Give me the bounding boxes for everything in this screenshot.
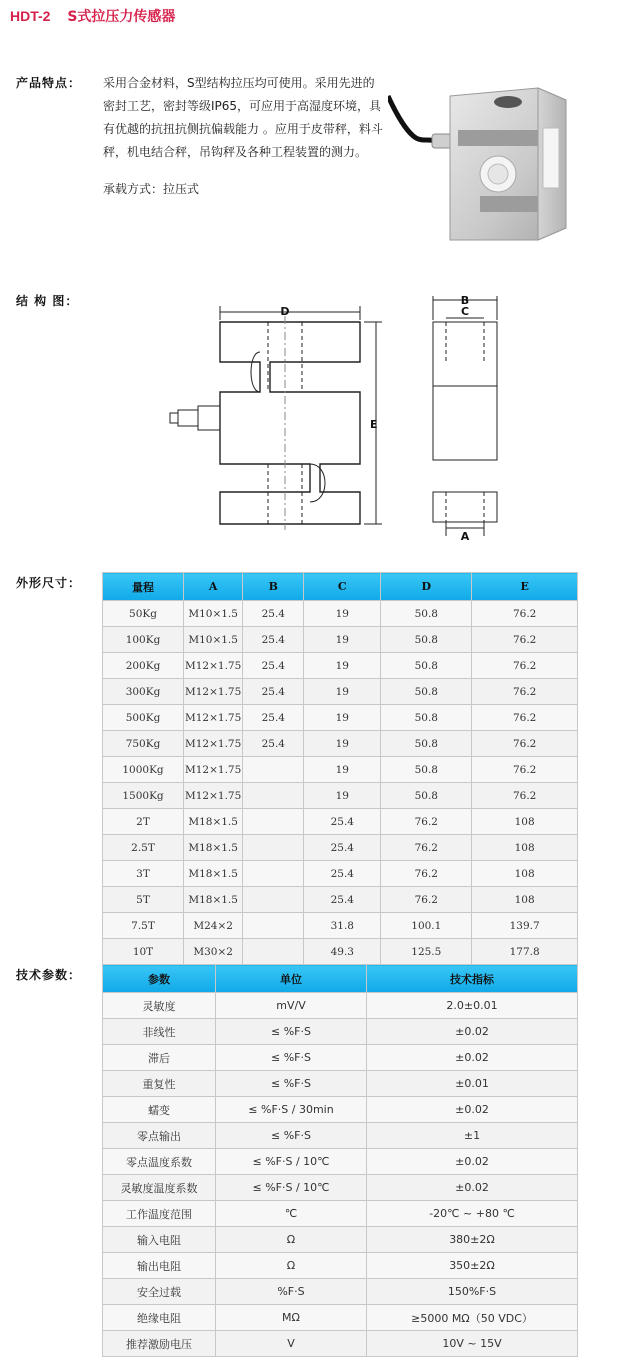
table-row xyxy=(103,1019,578,1045)
table-cell: 150%F·S xyxy=(367,1279,578,1305)
column-header: 单位 xyxy=(216,965,367,993)
table-cell xyxy=(243,861,304,887)
table-cell: 蠕变 xyxy=(103,1097,216,1123)
table-cell: 100.1 xyxy=(381,913,472,939)
table-cell: ±0.02 xyxy=(367,1175,578,1201)
tech-label: 技术参数： xyxy=(16,968,82,982)
table-row xyxy=(103,1097,578,1123)
table-cell: 31.8 xyxy=(304,913,381,939)
table-row xyxy=(103,679,578,705)
table-cell: 50.8 xyxy=(381,783,472,809)
table-cell: 工作温度范围 xyxy=(103,1201,216,1227)
table-cell: 19 xyxy=(304,757,381,783)
dim-label-e: E xyxy=(370,418,378,431)
table-row xyxy=(103,809,578,835)
table-row xyxy=(103,1279,578,1305)
table-cell: 76.2 xyxy=(472,601,578,627)
table-cell: 2.0±0.01 xyxy=(367,993,578,1019)
table-cell: M12×1.75 xyxy=(184,653,243,679)
table-cell: 灵敏度温度系数 xyxy=(103,1175,216,1201)
table-cell: 2T xyxy=(103,809,184,835)
column-header: A xyxy=(184,573,243,601)
table-cell: 7.5T xyxy=(103,913,184,939)
table-cell: M12×1.75 xyxy=(184,679,243,705)
table-cell: 108 xyxy=(472,887,578,913)
table-cell: 50.8 xyxy=(381,679,472,705)
table-cell: 绝缘电阻 xyxy=(103,1305,216,1331)
table-cell: ≤ %F·S xyxy=(216,1019,367,1045)
table-cell: 25.4 xyxy=(304,809,381,835)
table-cell: 25.4 xyxy=(243,679,304,705)
product-name: S式拉压力传感器 xyxy=(67,9,176,25)
table-cell: ≤ %F·S xyxy=(216,1071,367,1097)
column-header: D xyxy=(381,573,472,601)
dim-label-d: D xyxy=(280,305,290,318)
table-cell: M30×2 xyxy=(184,939,243,965)
table-cell: ≤ %F·S / 10℃ xyxy=(216,1149,367,1175)
table-cell: 76.2 xyxy=(381,835,472,861)
table-cell: 10V ~ 15V xyxy=(367,1331,578,1357)
table-cell: 76.2 xyxy=(472,705,578,731)
table-cell: 零点输出 xyxy=(103,1123,216,1149)
table-cell xyxy=(243,757,304,783)
structure-diagram xyxy=(160,292,520,542)
table-cell: 100Kg xyxy=(103,627,184,653)
table-cell: M12×1.75 xyxy=(184,705,243,731)
table-cell: 25.4 xyxy=(304,835,381,861)
table-cell: 125.5 xyxy=(381,939,472,965)
features-label: 产品特点： xyxy=(16,76,82,90)
table-cell: ±0.02 xyxy=(367,1045,578,1071)
table-cell: mV/V xyxy=(216,993,367,1019)
table-cell: -20℃ ~ +80 ℃ xyxy=(367,1201,578,1227)
table-cell: 25.4 xyxy=(243,627,304,653)
table-cell: 19 xyxy=(304,731,381,757)
table-cell: 1000Kg xyxy=(103,757,184,783)
table-cell: 输入电阻 xyxy=(103,1227,216,1253)
table-cell: ≤ %F·S xyxy=(216,1045,367,1071)
table-cell: 76.2 xyxy=(472,783,578,809)
table-row xyxy=(103,913,578,939)
table-cell: %F·S xyxy=(216,1279,367,1305)
table-cell: ±0.02 xyxy=(367,1149,578,1175)
dimensions-header-row xyxy=(103,573,578,601)
table-cell: M18×1.5 xyxy=(184,861,243,887)
table-cell: 19 xyxy=(304,601,381,627)
product-photo xyxy=(388,78,588,248)
load-mode-text: 承载方式：拉压式 xyxy=(103,182,200,196)
table-cell: 108 xyxy=(472,835,578,861)
table-cell: M18×1.5 xyxy=(184,809,243,835)
table-row xyxy=(103,1149,578,1175)
table-cell: 50.8 xyxy=(381,757,472,783)
table-cell: ≥5000 MΩ（50 VDC） xyxy=(367,1305,578,1331)
table-row xyxy=(103,1305,578,1331)
table-cell: 19 xyxy=(304,783,381,809)
table-cell: ±0.02 xyxy=(367,1097,578,1123)
table-cell: Ω xyxy=(216,1227,367,1253)
table-cell: 76.2 xyxy=(381,861,472,887)
table-row xyxy=(103,757,578,783)
table-row xyxy=(103,993,578,1019)
table-cell: 177.8 xyxy=(472,939,578,965)
table-cell xyxy=(243,887,304,913)
table-cell: M18×1.5 xyxy=(184,835,243,861)
table-row xyxy=(103,1227,578,1253)
table-cell: 输出电阻 xyxy=(103,1253,216,1279)
tech-params-table xyxy=(102,964,578,1357)
dimensions-table xyxy=(102,572,578,965)
table-cell: 19 xyxy=(304,679,381,705)
table-cell: 76.2 xyxy=(472,653,578,679)
table-cell xyxy=(243,783,304,809)
table-cell: 25.4 xyxy=(243,653,304,679)
table-cell: 滞后 xyxy=(103,1045,216,1071)
model-code: HDT-2 xyxy=(10,8,51,24)
table-cell: 50.8 xyxy=(381,601,472,627)
table-cell: 3T xyxy=(103,861,184,887)
structure-label: 结 构 图： xyxy=(16,294,79,308)
table-cell: 2.5T xyxy=(103,835,184,861)
table-row xyxy=(103,887,578,913)
table-row xyxy=(103,601,578,627)
features-line: 有优越的抗扭抗侧抗偏载能力 。应用于皮带秤，料斗 xyxy=(103,122,383,136)
table-cell: 50.8 xyxy=(381,705,472,731)
table-row xyxy=(103,731,578,757)
table-cell: 500Kg xyxy=(103,705,184,731)
table-cell: 200Kg xyxy=(103,653,184,679)
dim-label-a: A xyxy=(460,530,470,542)
column-header: B xyxy=(243,573,304,601)
table-cell: 380±2Ω xyxy=(367,1227,578,1253)
table-cell: 76.2 xyxy=(472,627,578,653)
table-row xyxy=(103,835,578,861)
table-cell: 19 xyxy=(304,705,381,731)
table-row xyxy=(103,1331,578,1357)
table-cell: 推荐激励电压 xyxy=(103,1331,216,1357)
table-cell: 350±2Ω xyxy=(367,1253,578,1279)
table-cell: 50.8 xyxy=(381,731,472,757)
column-header: 技术指标 xyxy=(367,965,578,993)
table-row xyxy=(103,705,578,731)
table-cell: 50.8 xyxy=(381,653,472,679)
tech-header-row xyxy=(103,965,578,993)
column-header: C xyxy=(304,573,381,601)
features-line: 密封工艺，密封等级IP65，可应用于高湿度环境，具 xyxy=(103,99,382,113)
page-title xyxy=(10,6,175,26)
table-cell: 750Kg xyxy=(103,731,184,757)
column-header: 参数 xyxy=(103,965,216,993)
table-cell: 139.7 xyxy=(472,913,578,939)
table-cell: 10T xyxy=(103,939,184,965)
table-cell: M12×1.75 xyxy=(184,731,243,757)
table-cell: 灵敏度 xyxy=(103,993,216,1019)
table-cell xyxy=(243,913,304,939)
table-cell: ±1 xyxy=(367,1123,578,1149)
table-cell: 76.2 xyxy=(472,679,578,705)
table-cell: 25.4 xyxy=(243,705,304,731)
table-cell: 300Kg xyxy=(103,679,184,705)
table-cell: ≤ %F·S / 10℃ xyxy=(216,1175,367,1201)
table-row xyxy=(103,653,578,679)
table-cell: 50.8 xyxy=(381,627,472,653)
table-cell: MΩ xyxy=(216,1305,367,1331)
table-row xyxy=(103,1123,578,1149)
table-cell: 108 xyxy=(472,861,578,887)
features-line: 采用合金材料，S型结构拉压均可使用。采用先进的 xyxy=(103,76,375,90)
table-cell: ≤ %F·S / 30min xyxy=(216,1097,367,1123)
table-cell: 零点温度系数 xyxy=(103,1149,216,1175)
dim-label-b: B xyxy=(460,294,470,307)
table-cell: 49.3 xyxy=(304,939,381,965)
table-cell: M10×1.5 xyxy=(184,627,243,653)
table-cell: M10×1.5 xyxy=(184,601,243,627)
table-row xyxy=(103,939,578,965)
table-row xyxy=(103,1071,578,1097)
table-cell xyxy=(243,835,304,861)
table-row xyxy=(103,1253,578,1279)
table-cell: M12×1.75 xyxy=(184,783,243,809)
table-cell: ≤ %F·S xyxy=(216,1123,367,1149)
table-cell: 25.4 xyxy=(243,731,304,757)
column-header: E xyxy=(472,573,578,601)
table-cell: ±0.01 xyxy=(367,1071,578,1097)
table-cell: 19 xyxy=(304,627,381,653)
table-cell: 25.4 xyxy=(304,887,381,913)
table-cell: M18×1.5 xyxy=(184,887,243,913)
table-cell: M24×2 xyxy=(184,913,243,939)
table-row xyxy=(103,1045,578,1071)
table-cell: 重复性 xyxy=(103,1071,216,1097)
table-cell: M12×1.75 xyxy=(184,757,243,783)
table-row xyxy=(103,861,578,887)
table-cell: ±0.02 xyxy=(367,1019,578,1045)
table-cell: 76.2 xyxy=(381,809,472,835)
features-text xyxy=(103,72,393,164)
table-cell: 108 xyxy=(472,809,578,835)
table-cell: 安全过载 xyxy=(103,1279,216,1305)
table-row xyxy=(103,1201,578,1227)
table-cell: 76.2 xyxy=(472,731,578,757)
table-cell: 50Kg xyxy=(103,601,184,627)
dim-label-c: C xyxy=(460,305,470,318)
dimensions-label: 外形尺寸： xyxy=(16,576,82,590)
table-cell: 1500Kg xyxy=(103,783,184,809)
table-cell: 5T xyxy=(103,887,184,913)
table-cell: V xyxy=(216,1331,367,1357)
table-cell: 25.4 xyxy=(304,861,381,887)
table-row xyxy=(103,783,578,809)
table-cell: ℃ xyxy=(216,1201,367,1227)
table-cell: 25.4 xyxy=(243,601,304,627)
table-cell: Ω xyxy=(216,1253,367,1279)
table-cell: 19 xyxy=(304,653,381,679)
table-row xyxy=(103,627,578,653)
table-cell xyxy=(243,809,304,835)
features-line: 秤，机电结合秤，吊钩秤及各种工程装置的测力。 xyxy=(103,145,368,159)
table-cell: 非线性 xyxy=(103,1019,216,1045)
column-header: 量程 xyxy=(103,573,184,601)
table-cell xyxy=(243,939,304,965)
table-cell: 76.2 xyxy=(381,887,472,913)
table-row xyxy=(103,1175,578,1201)
table-cell: 76.2 xyxy=(472,757,578,783)
